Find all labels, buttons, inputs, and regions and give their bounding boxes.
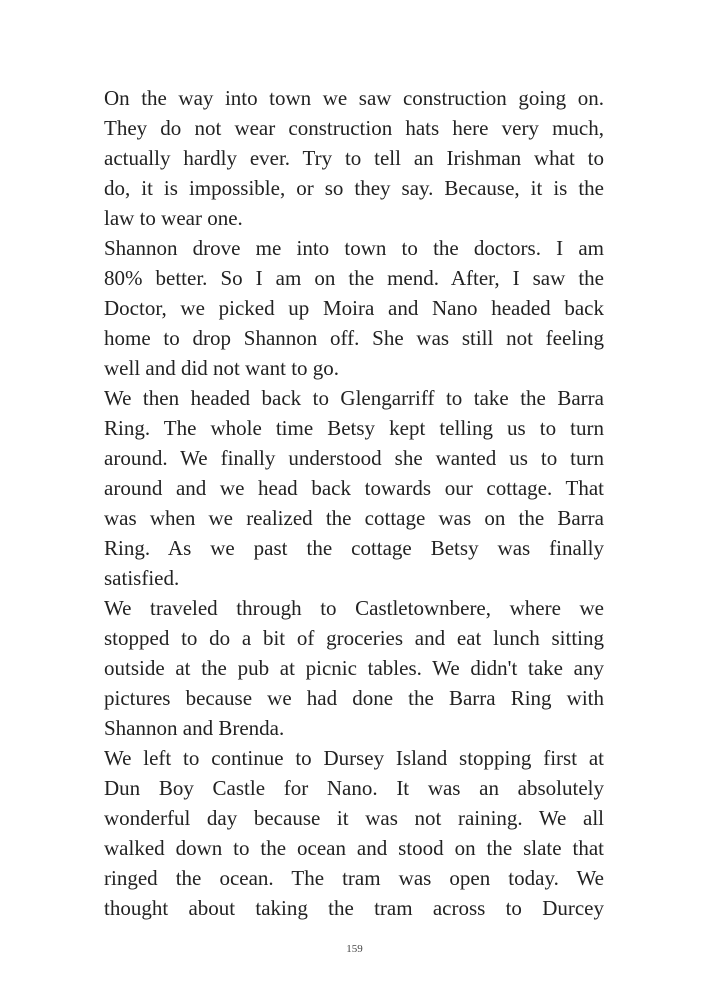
text-line: thought about taking the tram across to Durcey [104, 896, 604, 920]
text-line: They do not wear construction hats here very much, [104, 116, 604, 140]
text-line: well and did not want to go. [104, 356, 340, 380]
text-line: Ring. The whole time Betsy kept telling us to turn [104, 416, 604, 440]
text-line: law to wear one. [104, 206, 243, 230]
text-line: Ring. As we past the cottage Betsy was finally [104, 536, 604, 560]
text-line: Doctor, we picked up Moira and Nano headed back [104, 296, 604, 320]
text-line: pictures because we had done the Barra Ring with [104, 686, 604, 710]
text-line: We then headed back to Glengarriff to take the Barra [104, 386, 604, 410]
text-line: was when we realized the cottage was on the Barra [104, 506, 604, 530]
text-line: ringed the ocean. The tram was open today. We [104, 866, 604, 890]
text-line: Shannon and Brenda. [104, 716, 285, 740]
text-line: satisfied. [104, 566, 180, 590]
text-line: stopped to do a bit of groceries and eat lunch sitting [104, 626, 604, 650]
text-line: do, it is impossible, or so they say. Because, it is the [104, 176, 604, 200]
text-line: walked down to the ocean and stood on the slate that [104, 836, 604, 860]
text-line: Shannon drove me into town to the doctors. I am [104, 236, 604, 260]
text-line: around and we head back towards our cottage. That [104, 476, 604, 500]
text-line: around. We finally understood she wanted us to turn [104, 446, 604, 470]
body-text [104, 83, 604, 923]
text-line: 80% better. So I am on the mend. After, I saw the [104, 266, 604, 290]
text-line: We left to continue to Dursey Island stopping first at [104, 746, 604, 770]
text-line: outside at the pub at picnic tables. We didn't take any [104, 656, 604, 680]
text-line: wonderful day because it was not raining. We all [104, 806, 604, 830]
page-number: 159 [346, 943, 363, 955]
text-line: actually hardly ever. Try to tell an Irishman what to [104, 146, 604, 170]
text-line: We traveled through to Castletownbere, where we [104, 596, 604, 620]
text-line: On the way into town we saw construction going on. [104, 86, 604, 110]
text-line: home to drop Shannon off. She was still not feeling [104, 326, 604, 350]
text-line: Dun Boy Castle for Nano. It was an absolutely [104, 776, 604, 800]
